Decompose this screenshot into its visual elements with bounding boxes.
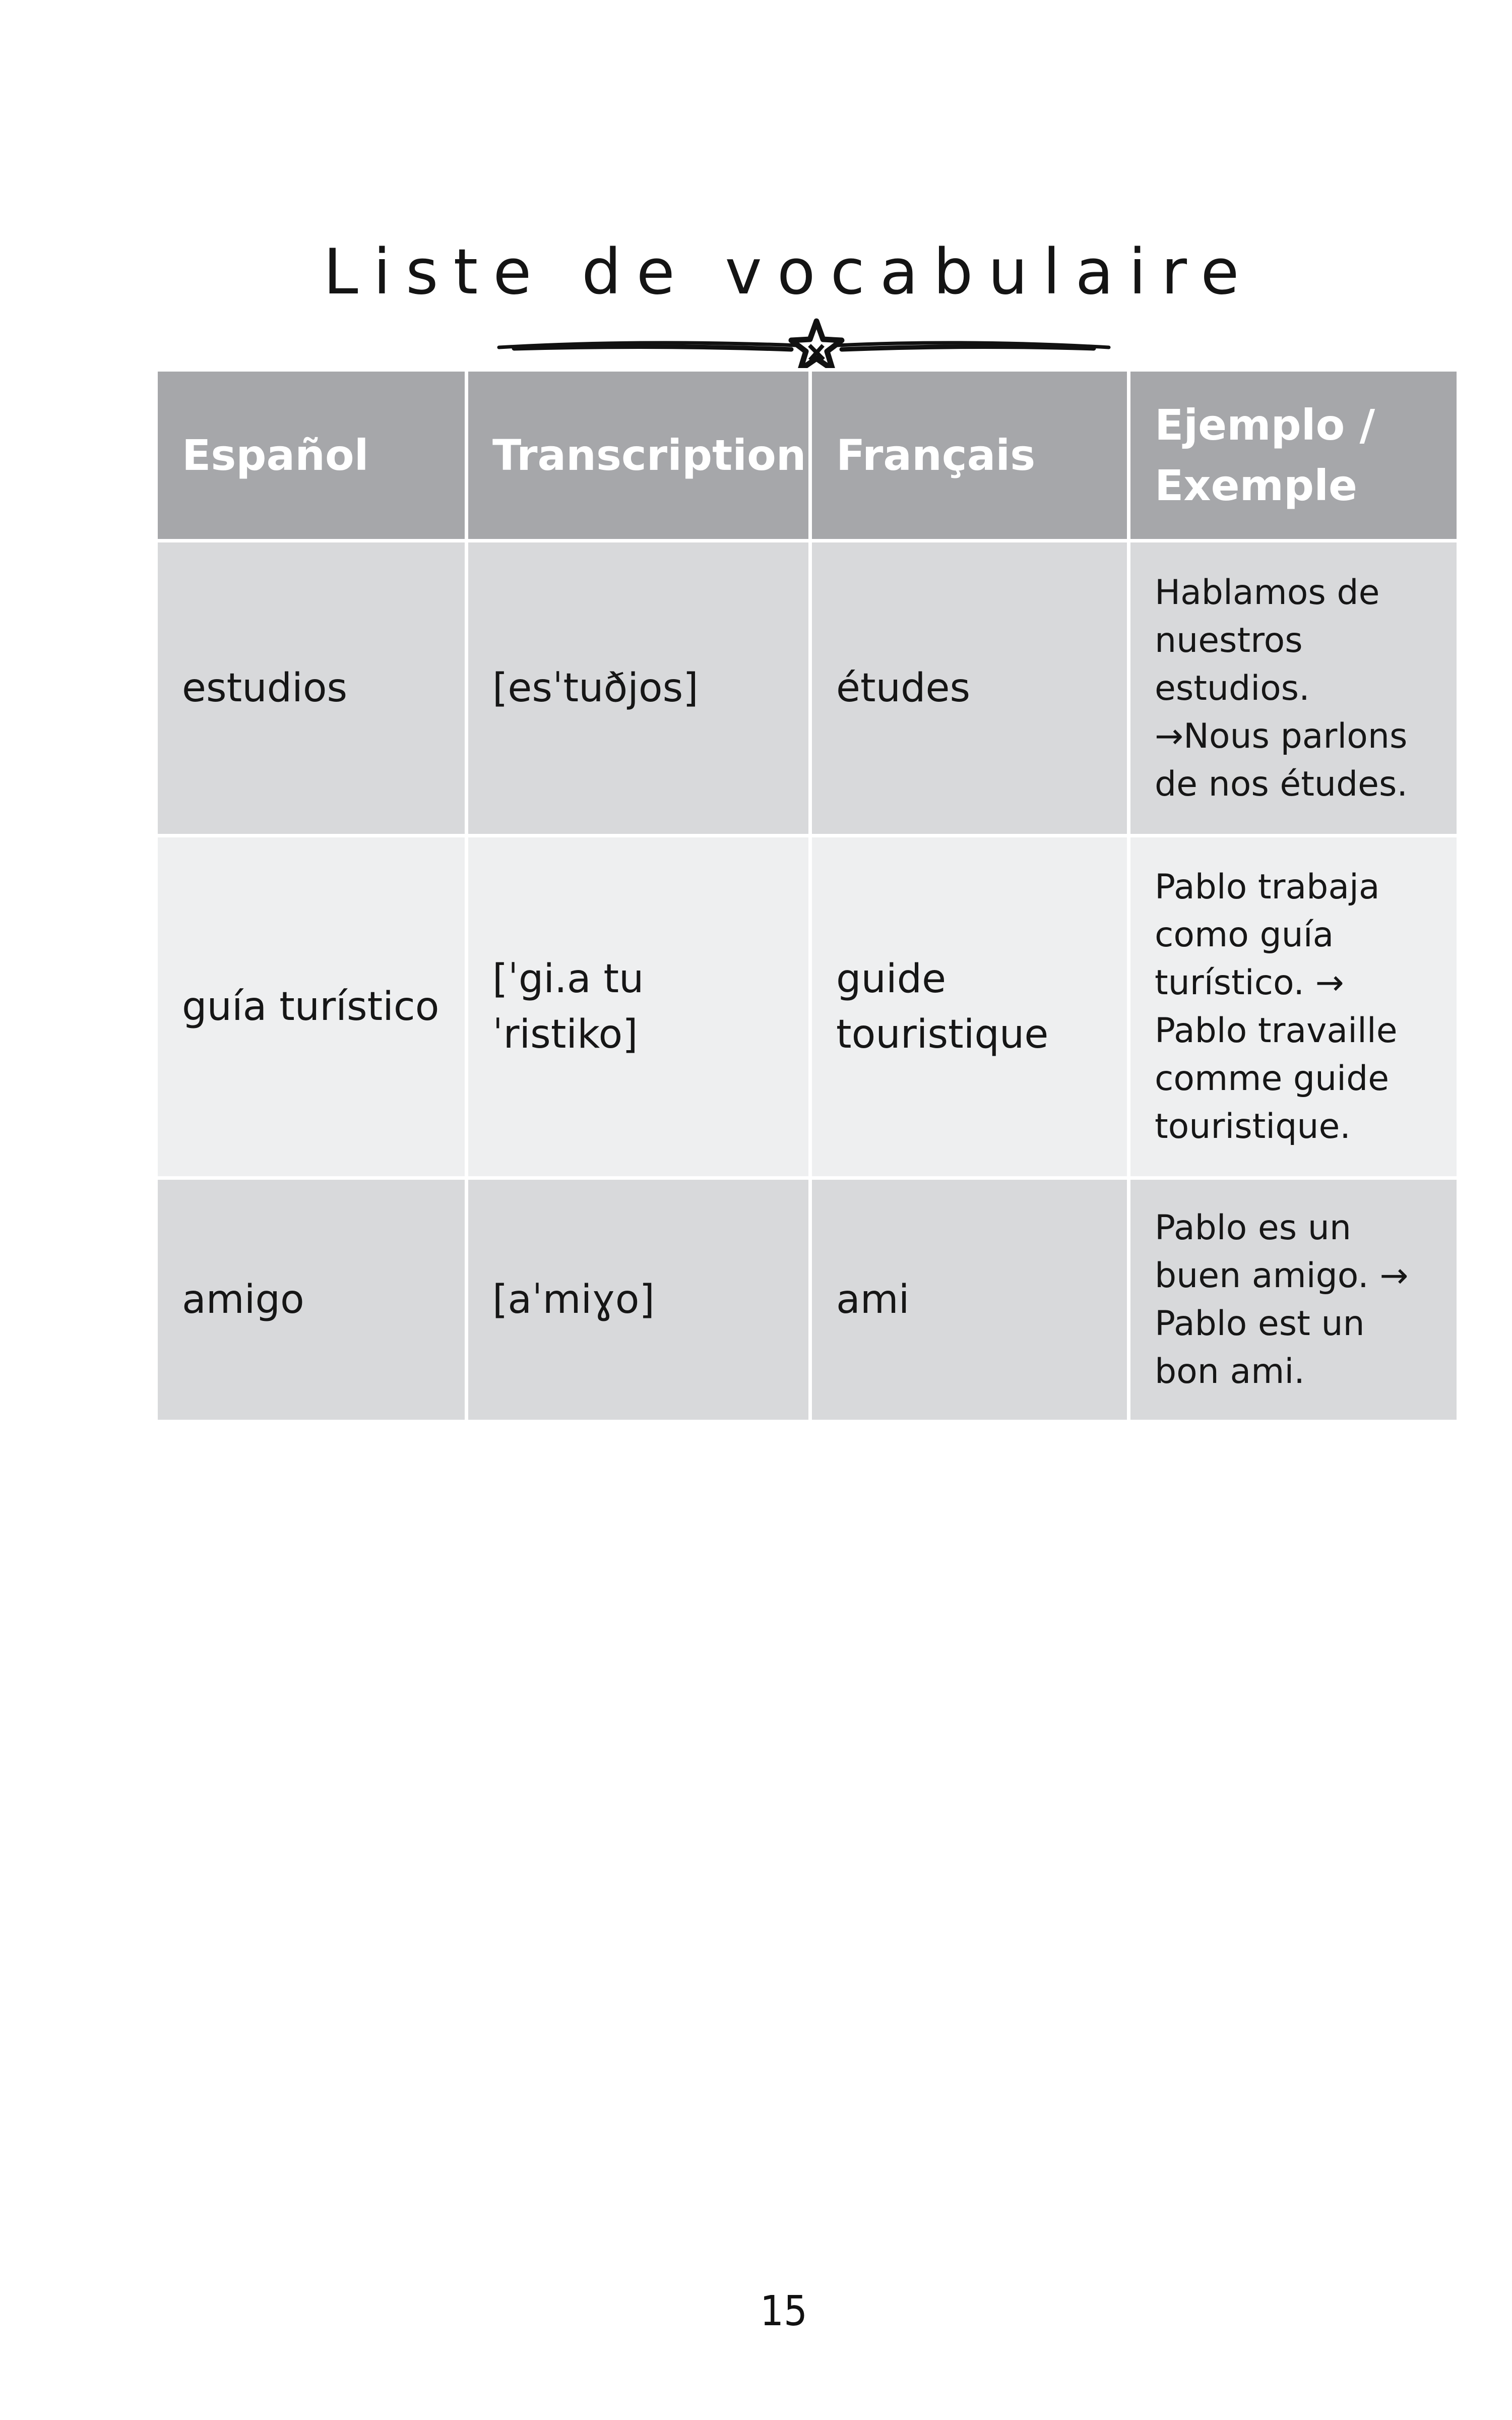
vocabulary-table [154,368,1460,1423]
cell-francais: études [810,541,1129,836]
table-row [156,541,1459,836]
page-number: 15 [760,2287,807,2335]
header-ejemplo: Ejemplo / Exemple [1129,370,1459,541]
cell-transcription: [ˈgi.a tuˈristiko] [467,836,810,1178]
star-icon [791,321,842,370]
header-espanol: Español [156,370,467,541]
cell-example: Pablo es un buen amigo. → Pablo est un bon ami. [1129,1178,1459,1422]
cell-francais: ami [810,1178,1129,1422]
cell-transcription: [aˈmiɣo] [467,1178,810,1422]
table-row [156,836,1459,1178]
cell-example: Hablamos de nuestros estudios. →Nous parlons de nos études. [1129,541,1459,836]
page-title: Liste de vocabulaire [323,236,1254,309]
cell-transcription: [esˈtuðjos] [467,541,810,836]
cell-francais: guide touristique [810,836,1129,1178]
cell-espanol: amigo [156,1178,467,1422]
cell-espanol: guía turístico [156,836,467,1178]
table-row [156,1178,1459,1422]
cell-example: Pablo trabaja como guía turístico. → Pablo travaille comme guide touristique. [1129,836,1459,1178]
cell-espanol: estudios [156,541,467,836]
table-header-row [156,370,1459,541]
header-transcription: Transcription [467,370,810,541]
header-francais: Français [810,370,1129,541]
